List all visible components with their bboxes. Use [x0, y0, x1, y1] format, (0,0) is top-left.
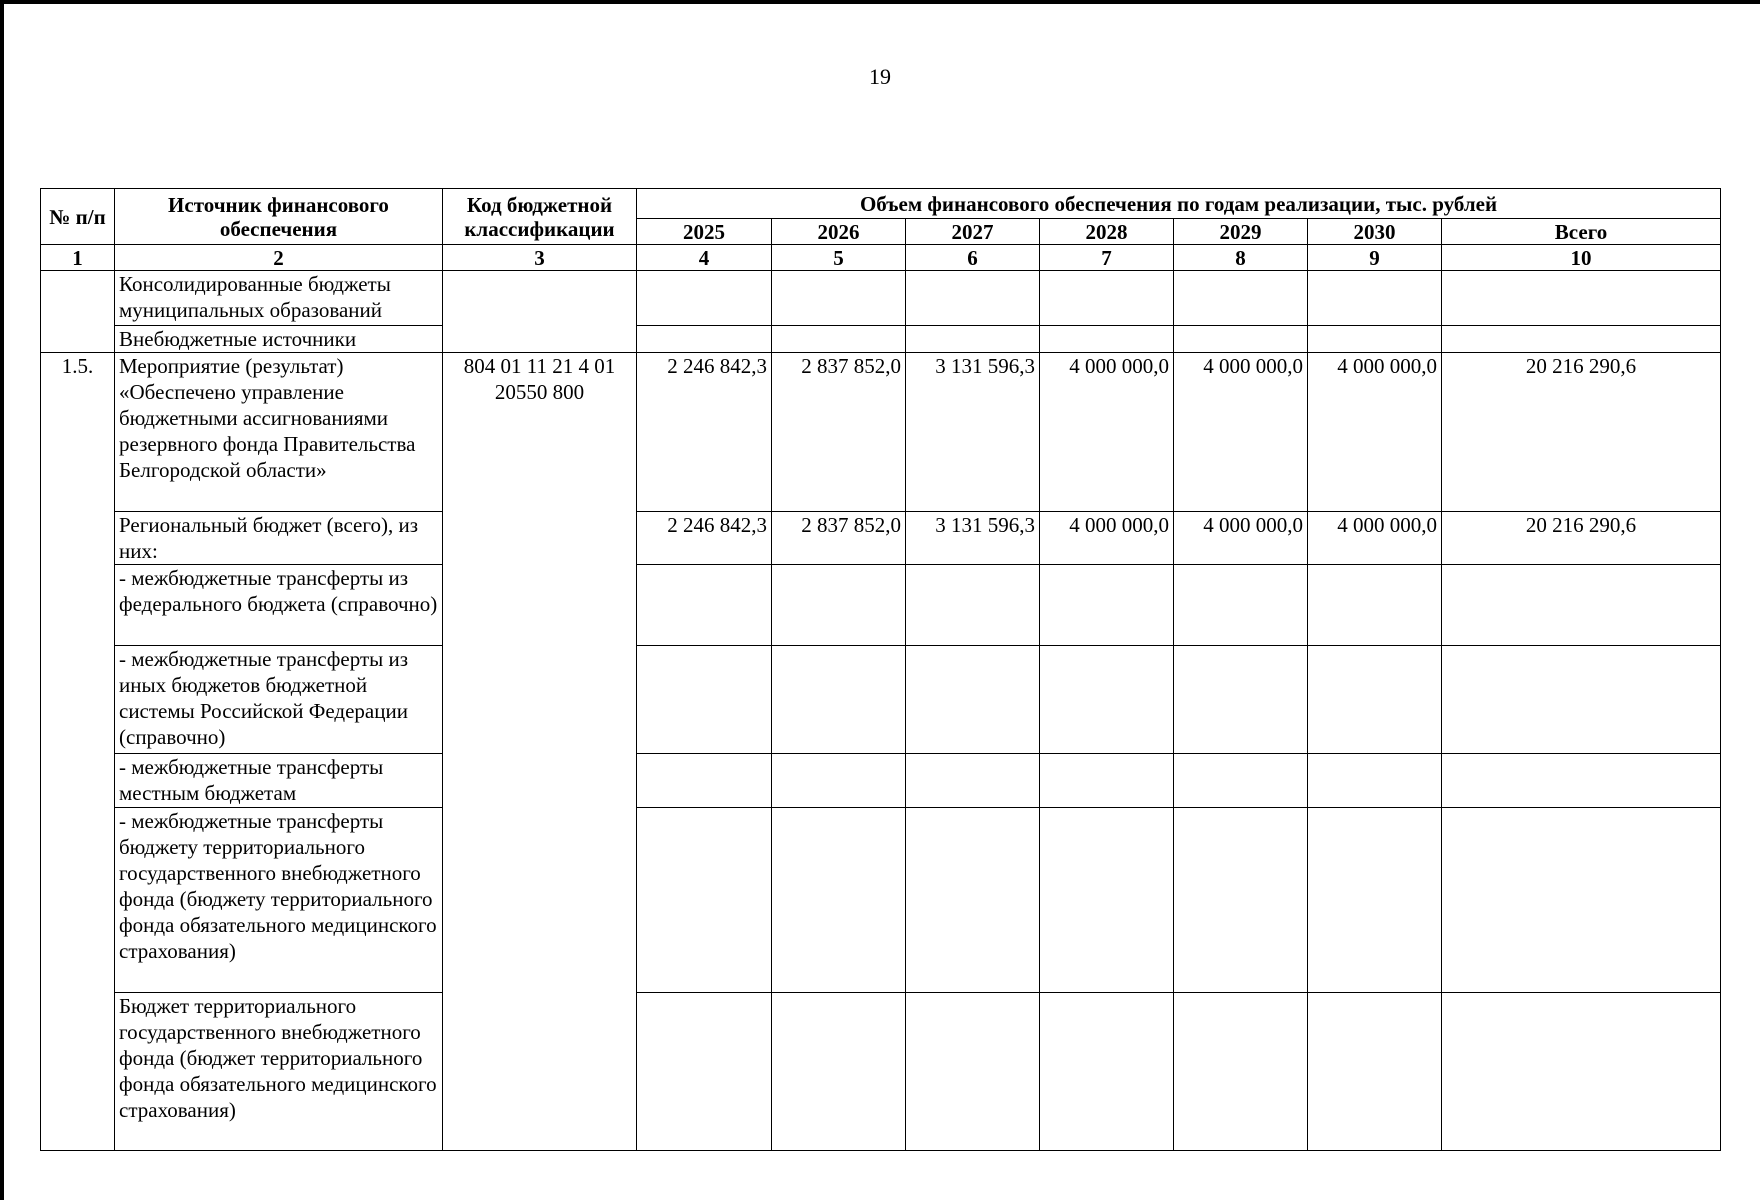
header-col-code: Код бюджетной классификации: [443, 189, 637, 245]
cell-2026: [772, 993, 906, 1151]
cell-2030: [1308, 271, 1442, 326]
row-source: Бюджет территориального государственного внебюджетного фонда (бюджет территориального фонда обязательного медицинского страхования): [115, 993, 443, 1151]
header-year-2030: 2030: [1308, 219, 1442, 245]
cell-2030: [1308, 808, 1442, 993]
cell-2030: [1308, 646, 1442, 754]
cell-2025: [637, 646, 772, 754]
col-number: 6: [906, 245, 1040, 271]
cell-total: [1442, 326, 1721, 353]
cell-2028: [1040, 993, 1174, 1151]
cell-2028: [1040, 754, 1174, 808]
table-row: [41, 271, 1721, 326]
cell-2025: [637, 565, 772, 646]
cell-2030: [1308, 565, 1442, 646]
cell-2027: [906, 993, 1040, 1151]
cell-2029: [1174, 271, 1308, 326]
cell-2028: [1040, 646, 1174, 754]
row-code: [443, 271, 637, 353]
cell-2025: [637, 993, 772, 1151]
col-number: 8: [1174, 245, 1308, 271]
col-number: 10: [1442, 245, 1721, 271]
col-number: 4: [637, 245, 772, 271]
cell-2027: [906, 808, 1040, 993]
cell-2028: 4 000 000,0: [1040, 353, 1174, 512]
cell-2026: 2 837 852,0: [772, 512, 906, 565]
col-number: 5: [772, 245, 906, 271]
cell-2029: [1174, 754, 1308, 808]
cell-2026: [772, 565, 906, 646]
col-number: 3: [443, 245, 637, 271]
row-source: - межбюджетные трансферты из иных бюджетов бюджетной системы Российской Федерации (справочно): [115, 646, 443, 754]
header-col-source: Источник финансового обеспечения: [115, 189, 443, 245]
cell-2028: [1040, 808, 1174, 993]
cell-2028: [1040, 326, 1174, 353]
cell-2030: [1308, 993, 1442, 1151]
header-year-2029: 2029: [1174, 219, 1308, 245]
table-row: [41, 993, 1721, 1151]
cell-2026: [772, 271, 906, 326]
cell-total: [1442, 271, 1721, 326]
cell-2030: 4 000 000,0: [1308, 353, 1442, 512]
cell-2027: [906, 754, 1040, 808]
table-row: [41, 565, 1721, 646]
header-col-no: № п/п: [41, 189, 115, 245]
cell-2029: [1174, 646, 1308, 754]
cell-2029: 4 000 000,0: [1174, 353, 1308, 512]
cell-2027: [906, 271, 1040, 326]
row-source: - межбюджетные трансферты бюджету территориального государственного внебюджетного фонда (бюджету территориального фонда обязательного медицинского страхования): [115, 808, 443, 993]
cell-2025: [637, 271, 772, 326]
header-year-2027: 2027: [906, 219, 1040, 245]
cell-total: 20 216 290,6: [1442, 512, 1721, 565]
col-number: 9: [1308, 245, 1442, 271]
row-source: - межбюджетные трансферты из федерального бюджета (справочно): [115, 565, 443, 646]
page-border-top: [0, 0, 1760, 4]
cell-2027: [906, 646, 1040, 754]
table-row: [41, 646, 1721, 754]
cell-2027: [906, 326, 1040, 353]
cell-2025: 2 246 842,3: [637, 512, 772, 565]
cell-2029: 4 000 000,0: [1174, 512, 1308, 565]
row-source: - межбюджетные трансферты местным бюджетам: [115, 754, 443, 808]
page-number: 19: [869, 64, 891, 89]
cell-2028: 4 000 000,0: [1040, 512, 1174, 565]
table-row: [41, 353, 1721, 512]
row-source: Региональный бюджет (всего), из них:: [115, 512, 443, 565]
cell-2030: [1308, 326, 1442, 353]
header-col-volume: Объем финансового обеспечения по годам реализации, тыс. рублей: [637, 189, 1721, 219]
header-year-2026: 2026: [772, 219, 906, 245]
cell-2029: [1174, 565, 1308, 646]
row-code: 804 01 11 21 4 01 20550 800: [443, 353, 637, 1151]
row-source: Внебюджетные источники: [115, 326, 443, 353]
cell-2025: [637, 326, 772, 353]
col-number: 1: [41, 245, 115, 271]
cell-2030: [1308, 754, 1442, 808]
table-row: [41, 326, 1721, 353]
cell-2026: 2 837 852,0: [772, 353, 906, 512]
row-no: 1.5.: [41, 353, 115, 1151]
financing-table: [40, 188, 1721, 1151]
cell-total: [1442, 993, 1721, 1151]
cell-2030: 4 000 000,0: [1308, 512, 1442, 565]
cell-2029: [1174, 993, 1308, 1151]
cell-2027: 3 131 596,3: [906, 512, 1040, 565]
cell-total: [1442, 754, 1721, 808]
cell-2028: [1040, 565, 1174, 646]
row-no: [41, 271, 115, 353]
cell-2029: [1174, 808, 1308, 993]
col-number: 2: [115, 245, 443, 271]
cell-2025: [637, 754, 772, 808]
cell-2026: [772, 754, 906, 808]
row-source: Мероприятие (результат) «Обеспечено управление бюджетными ассигнованиями резервного фонда Правительства Белгородской области»: [115, 353, 443, 512]
cell-2028: [1040, 271, 1174, 326]
cell-2026: [772, 646, 906, 754]
cell-2029: [1174, 326, 1308, 353]
cell-2026: [772, 808, 906, 993]
header-year-2025: 2025: [637, 219, 772, 245]
cell-total: [1442, 808, 1721, 993]
cell-2025: 2 246 842,3: [637, 353, 772, 512]
cell-total: [1442, 565, 1721, 646]
cell-2027: [906, 565, 1040, 646]
page-border-left: [0, 0, 4, 1200]
row-source: Консолидированные бюджеты муниципальных образований: [115, 271, 443, 326]
cell-2027: 3 131 596,3: [906, 353, 1040, 512]
table-row: [41, 754, 1721, 808]
header-total: Всего: [1442, 219, 1721, 245]
table-row: [41, 808, 1721, 993]
header-year-2028: 2028: [1040, 219, 1174, 245]
cell-2026: [772, 326, 906, 353]
table-row: [41, 512, 1721, 565]
col-number: 7: [1040, 245, 1174, 271]
cell-2025: [637, 808, 772, 993]
cell-total: 20 216 290,6: [1442, 353, 1721, 512]
cell-total: [1442, 646, 1721, 754]
